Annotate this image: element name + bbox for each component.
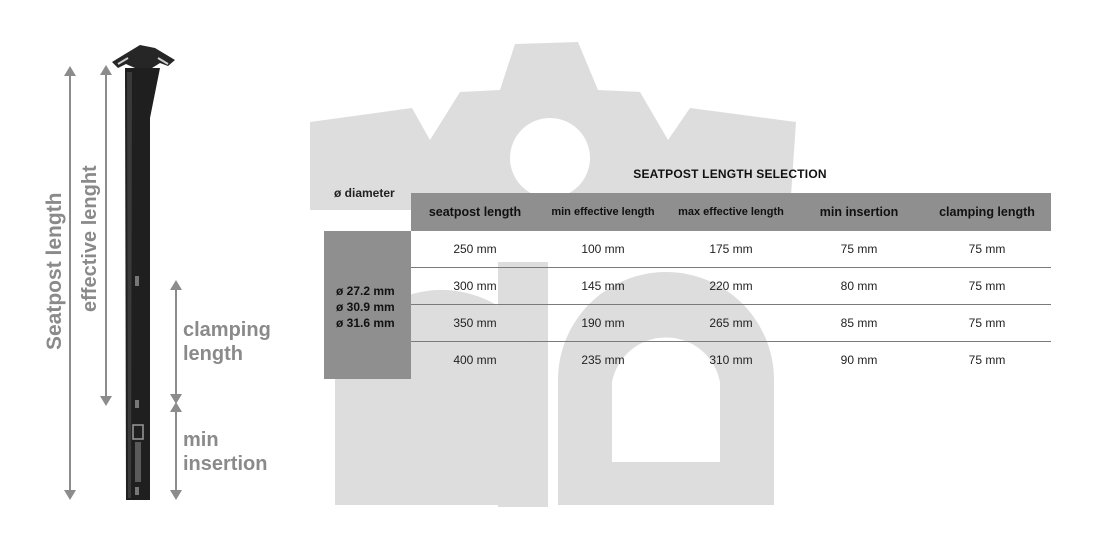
table-cell: 265 mm <box>667 305 795 342</box>
table-cell: 175 mm <box>709 242 753 256</box>
table-cell: 75 mm <box>968 242 1006 256</box>
table-cell: 310 mm <box>667 342 795 379</box>
min-insertion-label-line1: min <box>183 429 219 451</box>
table-cell: 75 mm <box>923 268 1051 305</box>
column-header-min-effective-length: min effective length <box>539 193 667 231</box>
table-cell: 90 mm <box>795 342 923 379</box>
seatpost-length-table <box>411 193 1051 378</box>
table-header-row <box>411 193 1051 231</box>
seatpost-clamp-head <box>112 45 175 68</box>
table-row <box>411 342 1051 379</box>
table-cell: 400 mm <box>411 342 539 379</box>
table-cell: 80 mm <box>795 268 923 305</box>
table-cell: 100 mm <box>581 242 625 256</box>
table-cell: 300 mm <box>411 268 539 305</box>
diameter-value: ø 31.6 mm <box>336 316 395 330</box>
table-cell: 190 mm <box>539 305 667 342</box>
table-row <box>411 305 1051 342</box>
diameter-values <box>336 283 395 331</box>
column-header-seatpost-length: seatpost length <box>411 193 539 231</box>
table-cell: 250 mm <box>453 242 497 256</box>
seatpost-length-label: Seatpost length <box>43 192 66 350</box>
diameter-header: ø diameter <box>334 186 395 200</box>
min-insertion-label <box>183 428 267 476</box>
min-insertion-arrow <box>170 402 182 500</box>
clamping-length-label-line2: length <box>183 343 243 365</box>
column-header-max-effective-length: max effective length <box>667 193 795 231</box>
clamping-length-arrow <box>170 280 182 404</box>
seatpost-image <box>112 45 175 500</box>
table-cell: 85 mm <box>795 305 923 342</box>
clamping-length-label-line1: clamping <box>183 319 271 341</box>
table-title: SEATPOST LENGTH SELECTION <box>633 167 827 181</box>
min-insertion-label-line2: insertion <box>183 453 268 475</box>
diameter-value: ø 30.9 mm <box>336 300 395 314</box>
table-cell: 235 mm <box>539 342 667 379</box>
table-cell: 75 mm <box>923 305 1051 342</box>
clamping-length-label <box>183 318 271 366</box>
table-cell: 350 mm <box>411 305 539 342</box>
table-row <box>411 268 1051 305</box>
table-cell: 145 mm <box>539 268 667 305</box>
table-row <box>411 231 1051 268</box>
effective-length-label: effective lenght <box>79 165 101 312</box>
table-cell: 75 mm <box>840 242 878 256</box>
column-header-min-insertion: min insertion <box>795 193 923 231</box>
table-cell: 75 mm <box>923 342 1051 379</box>
diameter-value: ø 27.2 mm <box>336 284 395 298</box>
table-cell: 220 mm <box>667 268 795 305</box>
column-header-clamping-length: clamping length <box>923 193 1051 231</box>
